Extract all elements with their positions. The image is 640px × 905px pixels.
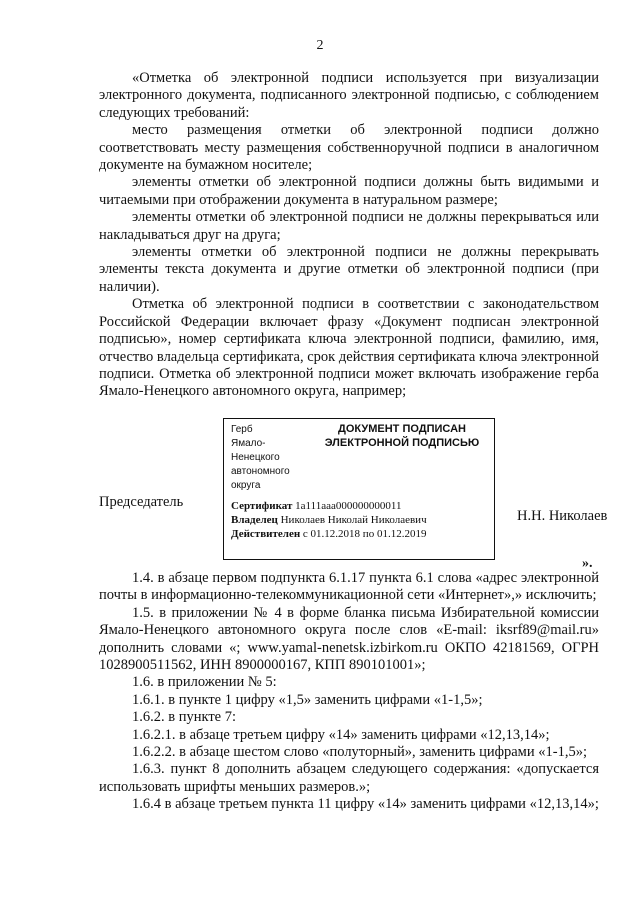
amendment-item: 1.6. в приложении № 5:: [132, 674, 277, 691]
paragraph: место размещения отметки об электронной подписи должно соответствовать месту размещения собственноручной подписи в аналогичном документе на бумажном носителе;: [99, 122, 599, 174]
paragraph: «Отметка об электронной подписи используется при визуализации электронного документа, подписанного электронной подписью, с соблюдением следующих требований:: [99, 70, 599, 121]
coat-line: округа: [231, 480, 261, 491]
certificate-value: 1a111aaa000000000011: [295, 500, 402, 512]
stamp-title-line: ДОКУМЕНТ ПОДПИСАН: [338, 423, 466, 435]
paragraph: элементы отметки об электронной подписи должны быть видимыми и читаемыми при отображении документа в натуральном размере;: [99, 174, 599, 208]
certificate-label: Сертификат: [231, 500, 293, 512]
signer-position: Председатель: [99, 494, 184, 510]
validity-label: Действителен: [231, 528, 301, 540]
coat-line: Ненецкого: [231, 452, 280, 463]
electronic-signature-stamp: [223, 418, 495, 560]
intro-text: [99, 70, 599, 401]
owner-row: [231, 513, 427, 527]
coat-line: Ямало-: [231, 438, 266, 449]
stamp-details: [231, 499, 427, 541]
amendment-item: 1.6.4 в абзаце третьем пункта 11 цифру «14» заменить цифрами «12,13,14»;: [132, 796, 599, 813]
amendments-text: [99, 570, 599, 814]
amendment-item: 1.6.2. в пункте 7:: [132, 709, 237, 726]
stamp-title: [312, 422, 492, 450]
amendment-item: 1.6.3. пункт 8 дополнить абзацем следующего содержания: «допускается использовать шрифты меньших размеров.»;: [99, 761, 599, 795]
coat-of-arms-placeholder: [231, 423, 305, 493]
page-number: 2: [316, 38, 324, 53]
owner-value: Николаев Николай Николаевич: [280, 514, 427, 526]
paragraph: элементы отметки об электронной подписи не должны перекрывать элементы текста документа и другие отметки об электронной подписи (при наличии).: [99, 244, 599, 295]
certificate-row: [231, 499, 427, 513]
stamp-title-line: ЭЛЕКТРОННОЙ ПОДПИСЬЮ: [324, 437, 480, 449]
amendment-item: 1.4. в абзаце первом подпункта 6.1.17 пункта 6.1 слова «адрес электронной почты в информационно-телекоммуникационной сети «Интернет»,» исключить;: [99, 570, 599, 604]
amendment-item: 1.5. в приложении № 4 в форме бланка письма Избирательной комиссии Ямало-Ненецкого автономного округа после слов «E-mail: iksrf89@mail.ru» дополнить словами «; www.yamal-nenetsk.izbirkom.ru ОКПО 42181569, ОГРН 1028900511562, ИНН 8900000167, КПП 890101001»;: [99, 604, 599, 674]
coat-line: автономного: [231, 466, 290, 477]
signer-name: Н.Н. Николаев: [517, 508, 608, 524]
signature-block: [99, 418, 640, 563]
coat-line: Герб: [231, 424, 253, 435]
validity-value: с 01.12.2018 по 01.12.2019: [302, 528, 427, 540]
closing-quote: ».: [582, 556, 593, 571]
owner-label: Владелец: [231, 514, 278, 526]
paragraph: элементы отметки об электронной подписи не должны перекрываться или накладываться друг на друга;: [99, 209, 599, 243]
amendment-item: 1.6.2.1. в абзаце третьем цифру «14» заменить цифрами «12,13,14»;: [132, 726, 550, 743]
amendment-item: 1.6.2.2. в абзаце шестом слово «полуторный», заменить цифрами «1-1,5»;: [132, 744, 587, 761]
validity-row: [231, 527, 427, 541]
paragraph: Отметка об электронной подписи в соответствии с законодательством Российской Федерации включает фразу «Документ подписан электронной подписью», номер сертификата ключа электронной подписи, фамилию, имя, отчество владельца сертификата, срок действия сертификата ключа электронной подписи. Отметка об электронной подписи может включать изображение герба Ямало-Ненецкого автономного округа, например;: [99, 296, 599, 400]
amendment-item: 1.6.1. в пункте 1 цифру «1,5» заменить цифрами «1-1,5»;: [132, 691, 483, 708]
